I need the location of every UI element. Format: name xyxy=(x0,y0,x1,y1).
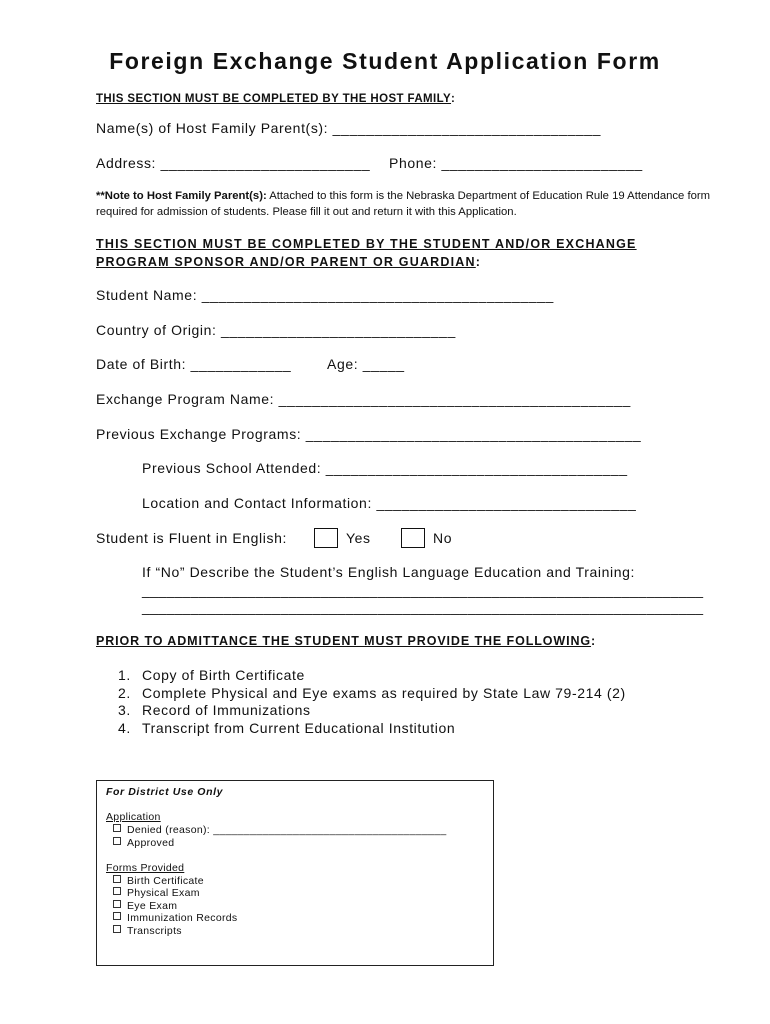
previous-school-blank[interactable]: ____________________________________ xyxy=(325,460,628,476)
form-option-label: Eye Exam xyxy=(127,900,178,912)
student-section-heading xyxy=(96,235,637,271)
country-blank[interactable]: ____________________________ xyxy=(221,322,456,338)
prior-heading-text: PRIOR TO ADMITTANCE THE STUDENT MUST PROVIDE THE FOLLOWING xyxy=(96,634,592,648)
dob-blank[interactable]: ____________ xyxy=(190,356,292,372)
form-option-eye-exam[interactable] xyxy=(113,900,177,912)
prior-section-heading xyxy=(96,632,596,650)
application-label: Application xyxy=(106,811,161,823)
form-option-label: Transcripts xyxy=(127,925,182,937)
form-option-physical-exam[interactable] xyxy=(113,887,200,899)
list-item-text: Transcript from Current Educational Institution xyxy=(142,719,456,736)
previous-school-field[interactable] xyxy=(142,460,628,476)
host-address-blank[interactable]: _________________________ xyxy=(160,155,371,171)
student-name-blank[interactable]: __________________________________________ xyxy=(201,287,554,303)
denied-checkbox-icon[interactable] xyxy=(113,824,121,832)
location-label: Location and Contact Information: xyxy=(142,495,372,511)
denied-option[interactable] xyxy=(113,824,447,836)
host-phone-blank[interactable]: ________________________ xyxy=(441,155,643,171)
checkbox-icon[interactable] xyxy=(113,887,121,895)
age-label: Age: xyxy=(327,356,359,372)
previous-programs-blank[interactable]: ________________________________________ xyxy=(305,426,642,442)
location-blank[interactable]: _______________________________ xyxy=(376,495,637,511)
dob-field[interactable] xyxy=(96,356,291,372)
if-no-line-1[interactable]: _____________________________________________________________________ xyxy=(142,582,704,598)
list-item-text: Complete Physical and Eye exams as required by State Law 79-214 (2) xyxy=(142,684,626,701)
page-title: Foreign Exchange Student Application Form xyxy=(109,48,661,74)
fluent-yes-checkbox[interactable] xyxy=(314,528,338,548)
list-item xyxy=(118,667,626,685)
host-address-label: Address: xyxy=(96,155,157,171)
host-section-heading-text: THIS SECTION MUST BE COMPLETED BY THE HOST FAMILY xyxy=(96,93,452,105)
host-parents-field[interactable] xyxy=(96,120,601,136)
form-option-immunization-records[interactable] xyxy=(113,912,237,924)
location-field[interactable] xyxy=(142,495,636,511)
form-option-birth-certificate[interactable] xyxy=(113,875,204,887)
country-field[interactable] xyxy=(96,322,456,338)
list-item-number: 4. xyxy=(118,719,131,736)
fluent-no-label: No xyxy=(433,530,453,546)
prior-heading-suffix: : xyxy=(591,634,597,648)
student-name-label: Student Name: xyxy=(96,287,198,303)
host-note-bold: **Note to Host Family Parent(s): xyxy=(96,190,267,202)
form-option-transcripts[interactable] xyxy=(113,925,182,937)
list-item xyxy=(118,720,626,738)
host-parents-blank[interactable]: ________________________________ xyxy=(332,120,602,136)
dob-label: Date of Birth: xyxy=(96,356,187,372)
previous-programs-label: Previous Exchange Programs: xyxy=(96,426,302,442)
fluent-label: Student is Fluent in English: xyxy=(96,530,287,546)
student-heading-line2: PROGRAM SPONSOR AND/OR PARENT OR GUARDIAN xyxy=(96,255,476,269)
list-item xyxy=(118,702,626,720)
checkbox-icon[interactable] xyxy=(113,925,121,933)
list-item-number: 2. xyxy=(118,684,131,701)
approved-checkbox-icon[interactable] xyxy=(113,837,121,845)
age-field[interactable] xyxy=(327,356,405,372)
denied-label: Denied (reason): xyxy=(127,824,211,836)
host-section-heading xyxy=(96,93,455,105)
host-phone-field[interactable] xyxy=(389,155,643,171)
checkbox-icon[interactable] xyxy=(113,900,121,908)
list-item-number: 1. xyxy=(118,667,131,683)
previous-programs-field[interactable] xyxy=(96,426,641,442)
host-phone-label: Phone: xyxy=(389,155,437,171)
host-parents-label: Name(s) of Host Family Parent(s): xyxy=(96,120,329,136)
host-section-heading-suffix: : xyxy=(451,93,456,105)
denied-reason-blank[interactable]: ______________________________________ xyxy=(213,824,447,836)
list-item-text: Copy of Birth Certificate xyxy=(142,667,305,683)
checkbox-icon[interactable] xyxy=(113,875,121,883)
fluent-yes-label: Yes xyxy=(346,530,371,546)
requirements-list xyxy=(118,667,626,737)
fluent-no-checkbox[interactable] xyxy=(401,528,425,548)
student-heading-suffix: : xyxy=(475,255,482,269)
district-box-title: For District Use Only xyxy=(106,786,224,798)
program-field[interactable] xyxy=(96,391,631,407)
host-note-text: Attached to this form is the Nebraska Department of Education Rule 19 Attendance form required for admission of students. Please fill it out and return it with this Application. xyxy=(96,190,711,218)
age-blank[interactable]: _____ xyxy=(362,356,405,372)
form-option-label: Immunization Records xyxy=(127,912,238,924)
approved-label: Approved xyxy=(127,837,175,849)
student-heading-line1: THIS SECTION MUST BE COMPLETED BY THE STUDENT AND/OR EXCHANGE xyxy=(96,237,637,251)
list-item-number: 3. xyxy=(118,702,131,718)
list-item xyxy=(118,685,626,703)
form-option-label: Physical Exam xyxy=(127,887,200,899)
previous-school-label: Previous School Attended: xyxy=(142,460,322,476)
country-label: Country of Origin: xyxy=(96,322,217,338)
if-no-line-2[interactable]: _____________________________________________________________________ xyxy=(142,599,704,615)
host-note xyxy=(96,188,726,220)
approved-option[interactable] xyxy=(113,837,174,849)
host-address-field[interactable] xyxy=(96,155,370,171)
list-item-text: Record of Immunizations xyxy=(142,702,311,718)
checkbox-icon[interactable] xyxy=(113,912,121,920)
form-option-label: Birth Certificate xyxy=(127,875,204,887)
program-blank[interactable]: __________________________________________ xyxy=(278,391,631,407)
if-no-label: If “No” Describe the Student’s English Language Education and Training: xyxy=(142,564,635,580)
student-name-field[interactable] xyxy=(96,287,554,303)
program-label: Exchange Program Name: xyxy=(96,391,275,407)
forms-provided-label: Forms Provided xyxy=(106,862,185,874)
